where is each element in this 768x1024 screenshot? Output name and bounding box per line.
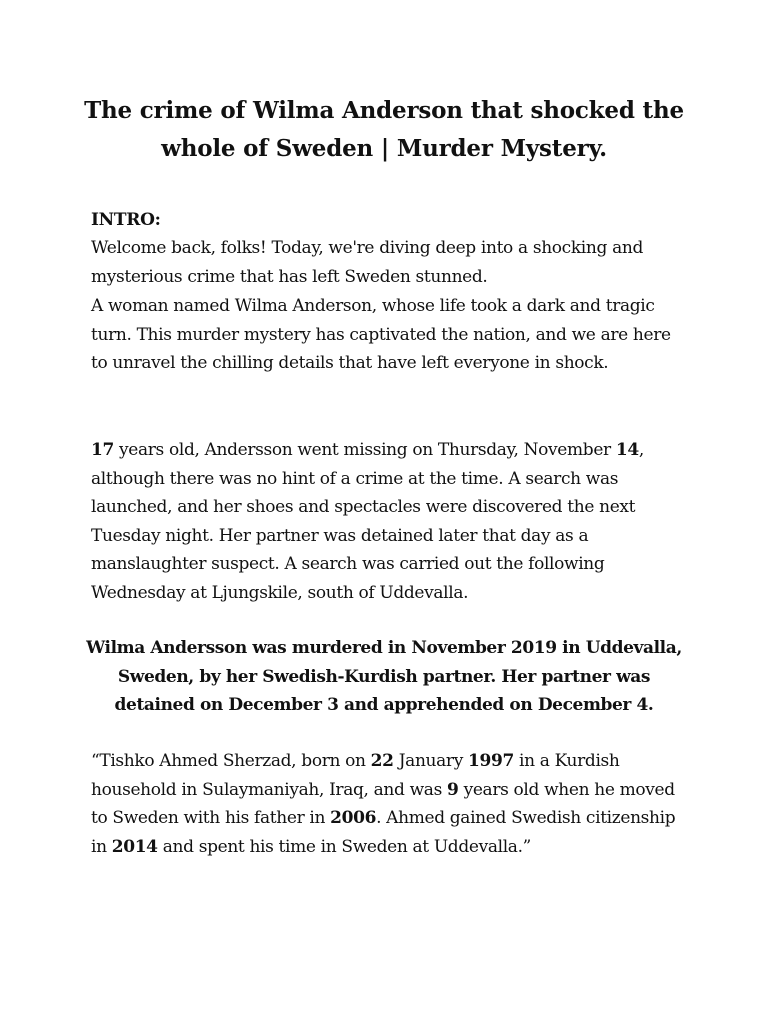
bio-text-4: years old when he moved to Sweden with his father in — [91, 779, 675, 829]
disappearance-text-b: , although there was no hint of a crime at the time. A search was launched, and her shoes and spectacles were discovered the next Tuesday night. Her partner was detained later that day as a manslaughter suspect. A search was carried out the following Wednesday at Ljungskile, south of Uddevalla. — [91, 440, 644, 603]
age-value: 17 — [91, 440, 114, 460]
intro-paragraph-1: Welcome back, folks! Today, we're diving deep into a shocking and mysterious crime that has left Sweden stunned. — [91, 238, 643, 287]
suspect-bio-paragraph — [91, 747, 691, 861]
document-title: The crime of Wilma Anderson that shocked the whole of Sweden | Murder Mystery. — [84, 97, 684, 162]
bio-text-6: and spent his time in Sweden at Uddevalla.” — [157, 836, 531, 857]
intro-paragraph-2: A woman named Wilma Anderson, whose life took a dark and tragic turn. This murder mystery has captivated the nation, and we are here to unravel the chilling details that have left everyone in shock. — [91, 296, 671, 374]
birth-year-value: 1997 — [468, 751, 514, 771]
intro-heading: INTRO: — [91, 210, 161, 230]
bio-text-3: in a Kurdish household in Sulaymaniyah, Iraq, and was — [91, 751, 620, 800]
bio-text-2: January — [393, 751, 469, 771]
move-year-value: 2006 — [330, 808, 377, 829]
citizenship-year-value: 2014 — [111, 836, 158, 857]
bio-text-5: . Ahmed gained Swedish citizenship in — [91, 808, 676, 857]
bio-text-1: “Tishko Ahmed Sherzad, born on — [91, 751, 371, 771]
disappearance-paragraph — [91, 436, 691, 608]
murder-summary-callout: Wilma Andersson was murdered in November 2019 in Uddevalla, Sweden, by her Swedish-Kurdish partner. Her partner was detained on December 3 and apprehended on December 4. — [86, 638, 682, 716]
age-at-move-value: 9 — [447, 779, 459, 800]
disappearance-text-a: years old, Andersson went missing on Thursday, November — [113, 440, 616, 460]
birth-day-value: 22 — [370, 751, 394, 771]
day-value: 14 — [615, 440, 639, 460]
